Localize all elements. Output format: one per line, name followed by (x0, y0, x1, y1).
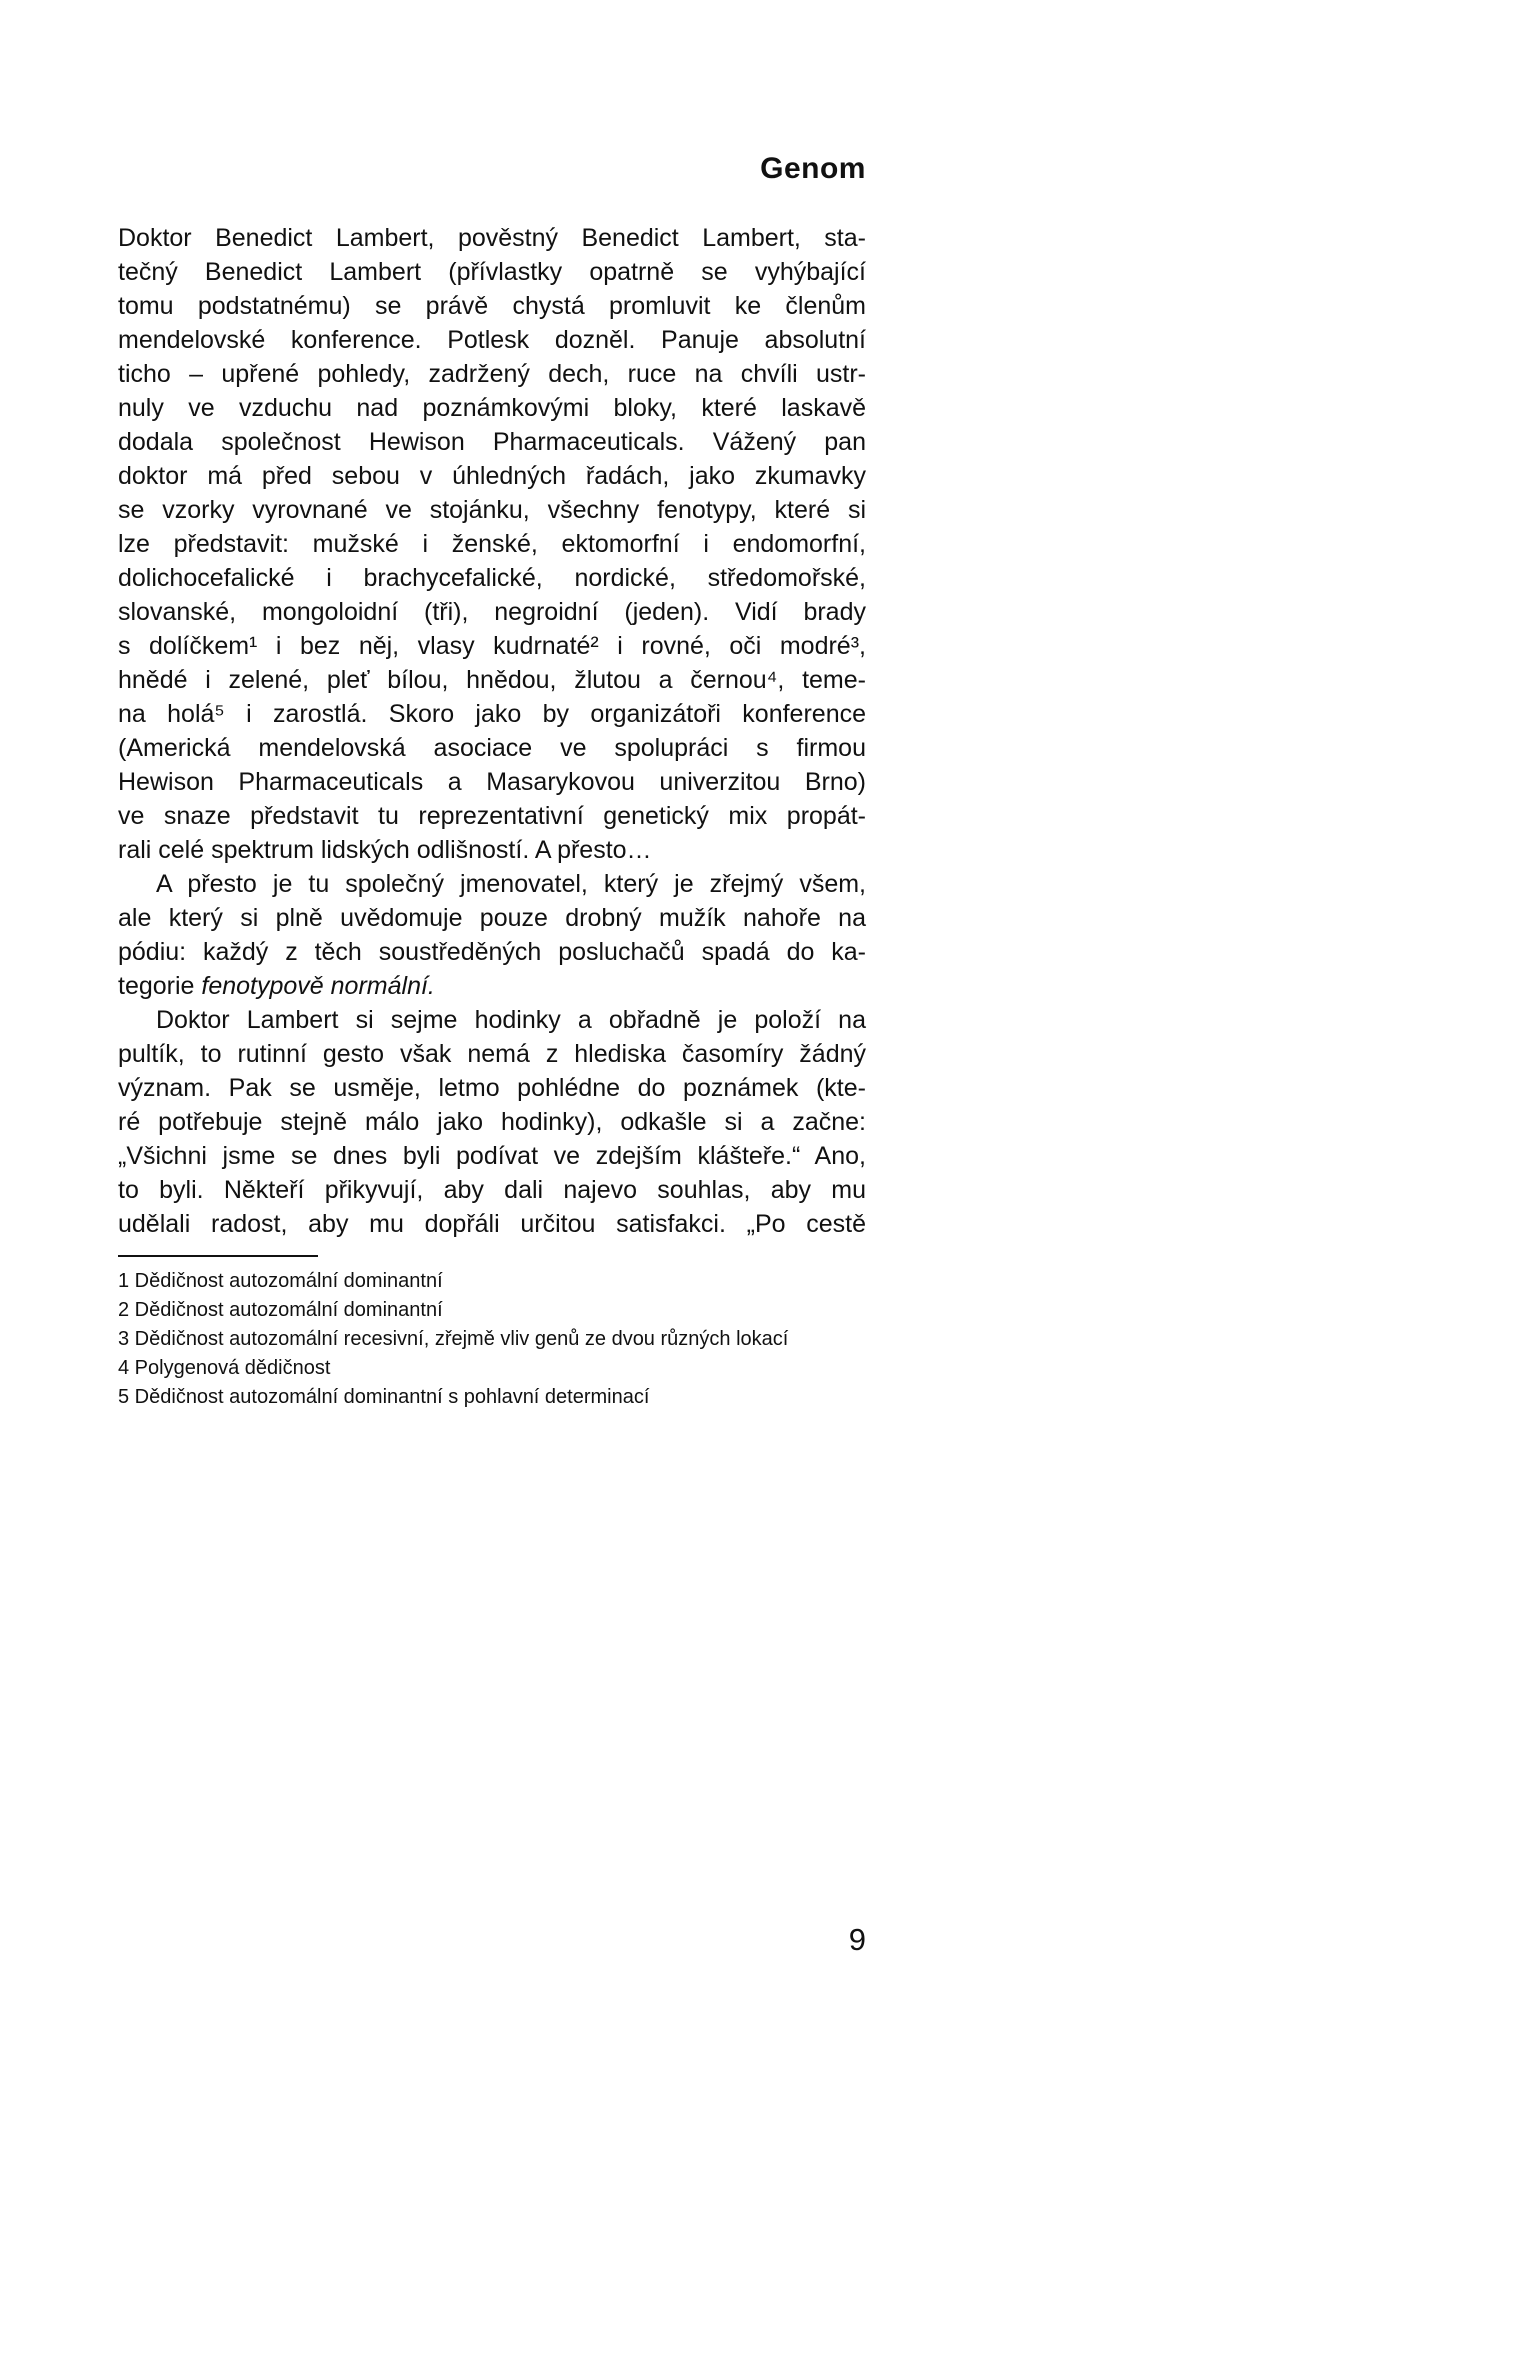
body-line (118, 969, 866, 1003)
body-line: ale který si plně uvědomuje pouze drobný mužík nahoře na (118, 904, 866, 932)
body-line: pultík, to rutinní gesto však nemá z hlediska časomíry žádný (118, 1040, 866, 1068)
chapter-title: Genom (760, 152, 866, 185)
body-line: Hewison Pharmaceuticals a Masarykovou univerzitou Brno) (118, 768, 866, 796)
body-line: A přesto je tu společný jmenovatel, který je zřejmý všem, (156, 870, 866, 898)
paragraph-3 (118, 1003, 866, 1241)
body-line: s dolíčkem¹ i bez něj, vlasy kudrnaté² i rovné, oči modré³, (118, 632, 866, 660)
body-line: hnědé i zelené, pleť bílou, hnědou, žlutou a černou⁴, teme- (118, 666, 866, 694)
body-line: rali celé spektrum lidských odlišností. A přesto… (118, 836, 652, 864)
footnote: 1 Dědičnost autozomální dominantní (118, 1270, 443, 1292)
footnote: 3 Dědičnost autozomální recesivní, zřejmě vliv genů ze dvou různých lokací (118, 1328, 789, 1350)
body-line: pódiu: každý z těch soustředěných posluchačů spadá do ka- (118, 938, 866, 966)
p2-last-line-normal: tegorie (118, 972, 202, 1000)
body-line: na holá⁵ i zarostlá. Skoro jako by organizátoři konference (118, 700, 866, 728)
body-line: to byli. Někteří přikyvují, aby dali najevo souhlas, aby mu (118, 1176, 866, 1204)
body-line: mendelovské konference. Potlesk dozněl. Panuje absolutní (118, 326, 866, 354)
body-line: „Všichni jsme se dnes byli podívat ve zdejším klášteře.“ Ano, (118, 1142, 866, 1170)
footnote: 5 Dědičnost autozomální dominantní s pohlavní determinací (118, 1386, 650, 1408)
body-line: slovanské, mongoloidní (tři), negroidní (jeden). Vidí brady (118, 598, 866, 626)
footnote: 4 Polygenová dědičnost (118, 1357, 331, 1379)
body-line: význam. Pak se usměje, letmo pohlédne do poznámek (kte- (118, 1074, 866, 1102)
body-line: udělali radost, aby mu dopřáli určitou satisfakci. „Po cestě (118, 1210, 866, 1238)
body-line: nuly ve vzduchu nad poznámkovými bloky, které laskavě (118, 394, 866, 422)
body-line: dodala společnost Hewison Pharmaceuticals. Vážený pan (118, 428, 866, 456)
body-line: doktor má před sebou v úhledných řadách, jako zkumavky (118, 462, 866, 490)
footnote-separator (118, 1255, 318, 1257)
p2-last-line-italic: fenotypově normální. (201, 972, 435, 1000)
body-line: ve snaze představit tu reprezentativní genetický mix propát- (118, 802, 866, 830)
body-line: Doktor Lambert si sejme hodinky a obřadně je položí na (156, 1006, 866, 1034)
body-line: Doktor Benedict Lambert, pověstný Benedict Lambert, sta- (118, 224, 866, 252)
body-line: ticho – upřené pohledy, zadržený dech, ruce na chvíli ustr- (118, 360, 866, 388)
body-line: dolichocefalické i brachycefalické, nordické, středomořské, (118, 564, 866, 592)
body-line: ré potřebuje stejně málo jako hodinky), odkašle si a začne: (118, 1108, 866, 1136)
paragraph-1 (118, 221, 866, 867)
body-line: se vzorky vyrovnané ve stojánku, všechny fenotypy, které si (118, 496, 866, 524)
body-line: lze představit: mužské i ženské, ektomorfní i endomorfní, (118, 530, 866, 558)
body-line: (Americká mendelovská asociace ve spolupráci s firmou (118, 734, 866, 762)
footnotes-block (118, 1255, 866, 1412)
body-line: tomu podstatnému) se právě chystá promluvit ke členům (118, 292, 866, 320)
paragraph-2 (118, 867, 866, 1003)
footnote: 2 Dědičnost autozomální dominantní (118, 1299, 443, 1321)
body-line: tečný Benedict Lambert (přívlastky opatrně se vyhýbající (118, 258, 866, 286)
text-column (118, 0, 866, 1412)
page-number: 9 (848, 1922, 866, 1957)
body-text (118, 221, 866, 1241)
